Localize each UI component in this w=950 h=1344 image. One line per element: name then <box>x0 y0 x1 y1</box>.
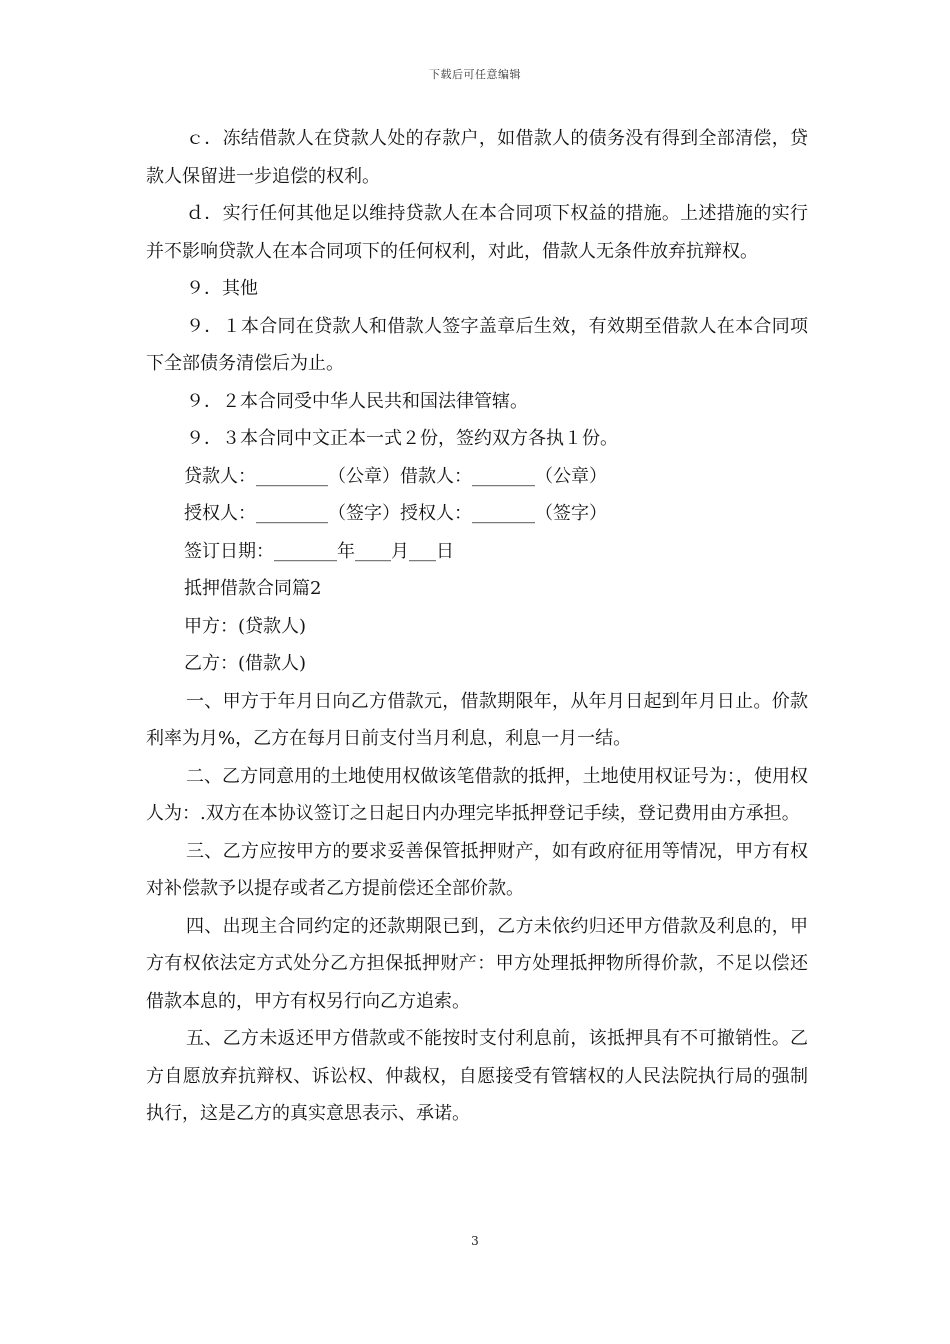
signing-date-line: 签订日期：_______年____月___日 <box>184 540 454 562</box>
article-1-paragraph: 一、甲方于年月日向乙方借款元，借款期限年，从年月日起到年月日止。价款利率为月%，乙方在每月日前支付当月利息，利息一月一结。 <box>146 690 808 749</box>
article-5-paragraph: 五、乙方未返还甲方借款或不能按时支付利息前，该抵押具有不可撤销性。乙方自愿放弃抗辩权、诉讼权、仲裁权，自愿接受有管辖权的人民法院执行局的强制执行，这是乙方的真实意思表示、承诺。 <box>146 1028 808 1124</box>
clause-9-1-paragraph: ９．１本合同在贷款人和借款人签字盖章后生效，有效期至借款人在本合同项下全部债务清偿后为止。 <box>146 315 808 374</box>
article-3-paragraph: 三、乙方应按甲方的要求妥善保管抵押财产，如有政府征用等情况，甲方有权对补偿款予以提存或者乙方提前偿还全部价款。 <box>146 840 808 899</box>
page-header-note: 下载后可任意编辑 <box>429 68 521 81</box>
party-a-line: 甲方：(贷款人) <box>184 615 307 637</box>
article-4-paragraph: 四、出现主合同约定的还款期限已到，乙方未依约归还甲方借款及利息的，甲方有权依法定方式处分乙方担保抵押财产：甲方处理抵押物所得价款，不足以偿还借款本息的，甲方有权另行向乙方追索。 <box>146 915 808 1012</box>
article-2-paragraph: 二、乙方同意用的土地使用权做该笔借款的抵押，土地使用权证号为：，使用权人为：.双方在本协议签订之日起日内办理完毕抵押登记手续，登记费用由方承担。 <box>146 765 808 824</box>
clause-9-3-paragraph: ９．３本合同中文正本一式２份，签约双方各执１份。 <box>186 428 618 449</box>
contract-2-title: 抵押借款合同篇2 <box>184 578 322 599</box>
clause-9-2-paragraph: ９．２本合同受中华人民共和国法律管辖。 <box>186 390 528 412</box>
clause-c-paragraph: ｃ．冻结借款人在贷款人处的存款户，如借款人的债务没有得到全部清偿，贷款人保留进一步追偿的权利。 <box>146 128 808 187</box>
document-body <box>146 120 808 1133</box>
clause-d-paragraph: ｄ．实行任何其他足以维持贷款人在本合同项下权益的措施。上述措施的实行并不影响贷款人在本合同项下的任何权利，对此，借款人无条件放弃抗辩权。 <box>146 203 808 262</box>
section-9-heading: ９．其他 <box>186 278 258 299</box>
page-number: 3 <box>471 1234 479 1248</box>
lender-signature-line: 贷款人：________（公章）借款人：_______（公章） <box>184 465 607 487</box>
authorizer-signature-line: 授权人：________（签字）授权人：_______（签字） <box>184 503 607 524</box>
party-b-line: 乙方：(借款人) <box>184 653 307 674</box>
